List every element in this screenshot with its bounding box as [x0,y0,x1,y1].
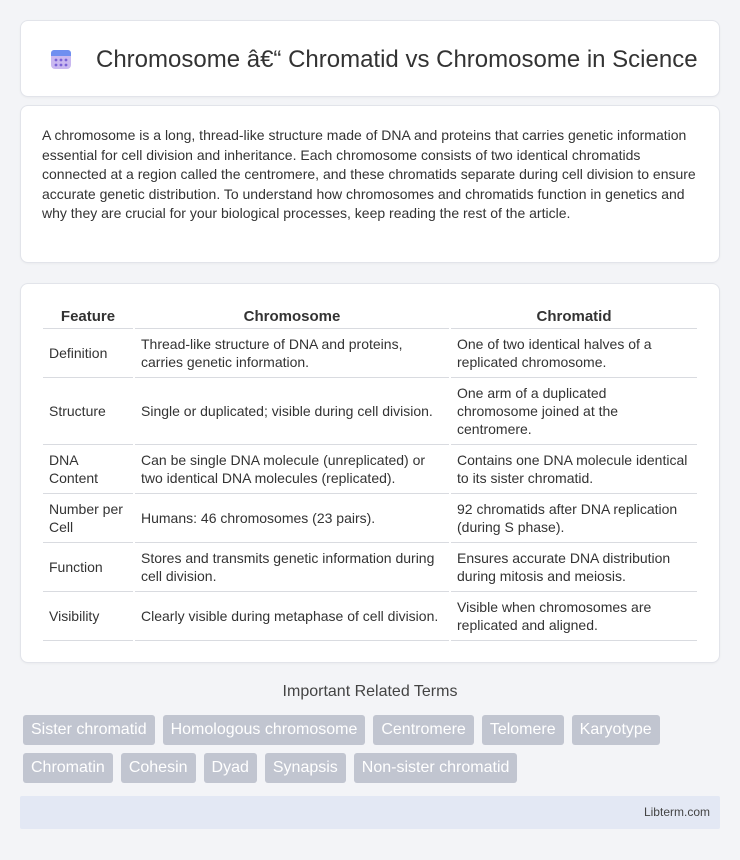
table-cell-chromosome: Stores and transmits genetic information during cell division. [135,543,449,592]
calendar-icon [49,47,73,71]
tag-cohesin[interactable]: Cohesin [121,753,196,783]
table-cell-chromatid: 92 chromatids after DNA replication (during S phase). [451,494,697,543]
table-cell-chromosome: Single or duplicated; visible during cell division. [135,378,449,445]
table-cell-chromosome: Thread-like structure of DNA and proteins, carries genetic information. [135,329,449,378]
table-cell-chromatid: One arm of a duplicated chromosome joined at the centromere. [451,378,697,445]
table-cell-chromatid: One of two identical halves of a replicated chromosome. [451,329,697,378]
table-cell-chromatid: Contains one DNA molecule identical to its sister chromatid. [451,445,697,494]
table-cell-feature: Function [43,543,133,592]
page-title: Chromosome â€“ Chromatid vs Chromosome in Science [96,46,698,73]
column-header-chromosome: Chromosome [135,305,449,329]
tag-non-sister-chromatid[interactable]: Non-sister chromatid [354,753,518,783]
tag-centromere[interactable]: Centromere [373,715,473,745]
table-row [43,543,697,592]
tag-sister-chromatid[interactable]: Sister chromatid [23,715,155,745]
comparison-table [41,305,699,641]
table-cell-chromosome: Humans: 46 chromosomes (23 pairs). [135,494,449,543]
intro-card [20,105,720,263]
table-cell-chromosome: Clearly visible during metaphase of cell division. [135,592,449,641]
table-cell-feature: DNA Content [43,445,133,494]
table-row [43,494,697,543]
tag-homologous-chromosome[interactable]: Homologous chromosome [163,715,366,745]
related-terms-tags [23,715,723,783]
intro-paragraph: A chromosome is a long, thread-like structure made of DNA and proteins that carries genetic information essential for cell division and inheritance. Each chromosome consists of two identical chromatids connected at a region called the centromere, and these chromatids separate during cell division to ensure accurate genetic distribution. To understand how chromosomes and chromatids function in genetics and why they are crucial for your biological processes, keep reading the rest of the article. [42,127,696,222]
table-header-row [43,305,697,329]
tag-telomere[interactable]: Telomere [482,715,564,745]
table-cell-chromatid: Visible when chromosomes are replicated and aligned. [451,592,697,641]
related-terms-heading: Important Related Terms [282,683,458,700]
table-cell-feature: Definition [43,329,133,378]
table-cell-feature: Visibility [43,592,133,641]
table-cell-feature: Structure [43,378,133,445]
footer-site-link[interactable]: Libterm.com [643,805,710,819]
table-cell-feature: Number per Cell [43,494,133,543]
tag-synapsis[interactable]: Synapsis [265,753,346,783]
title-card [20,20,720,97]
comparison-table-card [20,283,720,663]
table-cell-chromatid: Ensures accurate DNA distribution during mitosis and meiosis. [451,543,697,592]
table-row [43,329,697,378]
column-header-chromatid: Chromatid [451,305,697,329]
table-row [43,592,697,641]
tag-dyad[interactable]: Dyad [204,753,257,783]
tag-karyotype[interactable]: Karyotype [572,715,660,745]
table-cell-chromosome: Can be single DNA molecule (unreplicated) or two identical DNA molecules (replicated). [135,445,449,494]
column-header-feature: Feature [43,305,133,329]
tag-chromatin[interactable]: Chromatin [23,753,113,783]
footer-bar [20,796,720,829]
table-row [43,445,697,494]
table-row [43,378,697,445]
